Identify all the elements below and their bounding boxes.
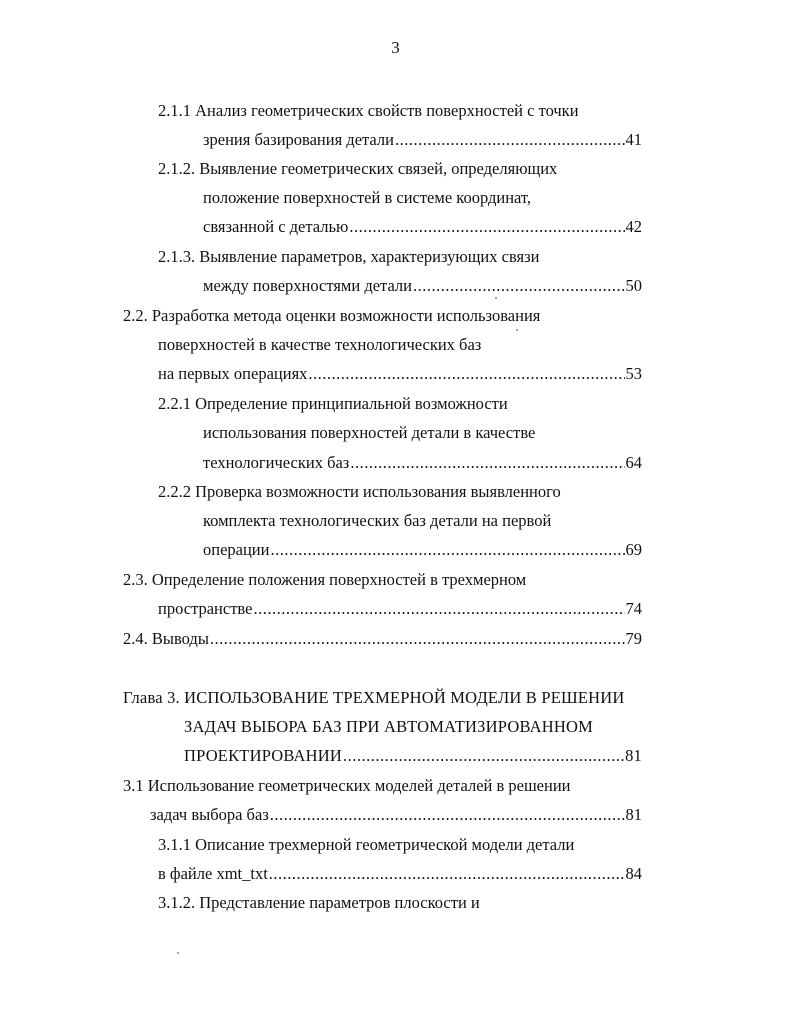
page-number: 3 [391, 38, 400, 57]
scan-speck [516, 329, 518, 331]
toc-line [158, 833, 574, 857]
toc-text: 2.2. Разработка метода оценки возможности использования [123, 306, 541, 325]
toc-line [203, 509, 551, 533]
toc-text: в файле xmt_txt [158, 864, 268, 883]
toc-text: 2.4. Выводы [123, 629, 209, 648]
toc-text: зрения базирования детали [203, 130, 394, 149]
toc-entry [184, 744, 642, 768]
leader-dots [308, 362, 624, 386]
toc-text: 2.1.3. Выявление параметров, характеризующих связи [158, 247, 540, 266]
leader-dots [349, 215, 624, 239]
toc-line [158, 480, 561, 504]
toc-line [123, 304, 540, 328]
leader-dots [210, 627, 625, 651]
toc-text: на первых операциях [158, 364, 308, 383]
chapter-heading [123, 686, 624, 710]
scan-speck [495, 297, 497, 299]
toc-page: 79 [625, 629, 642, 648]
toc-text: ЗАДАЧ ВЫБОРА БАЗ ПРИ АВТОМАТИЗИРОВАННОМ [184, 717, 593, 736]
toc-text: положение поверхностей в системе координат, [203, 188, 532, 207]
toc-line [158, 99, 579, 123]
toc-text: комплекта технологических баз детали на первой [203, 511, 552, 530]
toc-line [158, 157, 557, 181]
toc-line [158, 891, 480, 915]
toc-page: 69 [625, 540, 642, 559]
toc-page: 41 [625, 130, 642, 149]
leader-dots [395, 128, 625, 152]
toc-text: поверхностей в качестве технологических баз [158, 335, 482, 354]
leader-dots [270, 538, 624, 562]
toc-entry [158, 362, 642, 386]
toc-page: 53 [625, 364, 642, 383]
toc-entry [203, 538, 642, 562]
toc-page: 81 [625, 805, 642, 824]
toc-line [123, 568, 526, 592]
leader-dots [270, 803, 625, 827]
toc-text: операции [203, 540, 270, 559]
toc-entry [203, 215, 642, 239]
chapter-heading [184, 715, 593, 739]
toc-page: 81 [625, 746, 642, 765]
toc-entry [203, 451, 642, 475]
toc-text: 3.1 Использование геометрических моделей деталей в решении [123, 776, 571, 795]
toc-page: 74 [625, 599, 642, 618]
toc-entry [158, 862, 642, 886]
scan-speck [177, 952, 179, 954]
toc-text: задач выбора баз [150, 805, 269, 824]
toc-entry [123, 627, 642, 651]
toc-text: технологических баз [203, 453, 350, 472]
toc-text: использования поверхностей детали в качестве [203, 423, 536, 442]
toc-text: 2.2.2 Проверка возможности использования выявленного [158, 482, 561, 501]
toc-text: ПРОЕКТИРОВАНИИ [184, 746, 343, 765]
toc-text: между поверхностями детали [203, 276, 412, 295]
toc-text: 2.2.1 Определение принципиальной возможности [158, 394, 508, 413]
toc-line [203, 186, 531, 210]
toc-page: 50 [625, 276, 642, 295]
toc-text: 2.3. Определение положения поверхностей в трехмерном [123, 570, 527, 589]
toc-line [158, 333, 481, 357]
toc-text: 3.1.2. Представление параметров плоскости и [158, 893, 480, 912]
toc-entry [150, 803, 642, 827]
leader-dots [350, 451, 624, 475]
toc-line [203, 421, 535, 445]
toc-text: связанной с деталью [203, 217, 349, 236]
leader-dots [269, 862, 625, 886]
toc-line [158, 245, 539, 269]
toc-page: 84 [625, 864, 642, 883]
toc-entry [203, 274, 642, 298]
toc-text: пространстве [158, 599, 253, 618]
toc-line [123, 774, 571, 798]
toc-text: Глава 3. ИСПОЛЬЗОВАНИЕ ТРЕХМЕРНОЙ МОДЕЛИ В РЕШЕНИИ [123, 688, 625, 707]
toc-text: 2.1.2. Выявление геометрических связей, определяющих [158, 159, 558, 178]
leader-dots [253, 597, 624, 621]
toc-text: 3.1.1 Описание трехмерной геометрической модели детали [158, 835, 575, 854]
toc-text: 2.1.1 Анализ геометрических свойств поверхностей с точки [158, 101, 579, 120]
leader-dots [343, 744, 624, 768]
toc-line [158, 392, 508, 416]
toc-entry [203, 128, 642, 152]
toc-entry [158, 597, 642, 621]
toc-page: 64 [625, 453, 642, 472]
toc-page: 42 [625, 217, 642, 236]
leader-dots [413, 274, 625, 298]
